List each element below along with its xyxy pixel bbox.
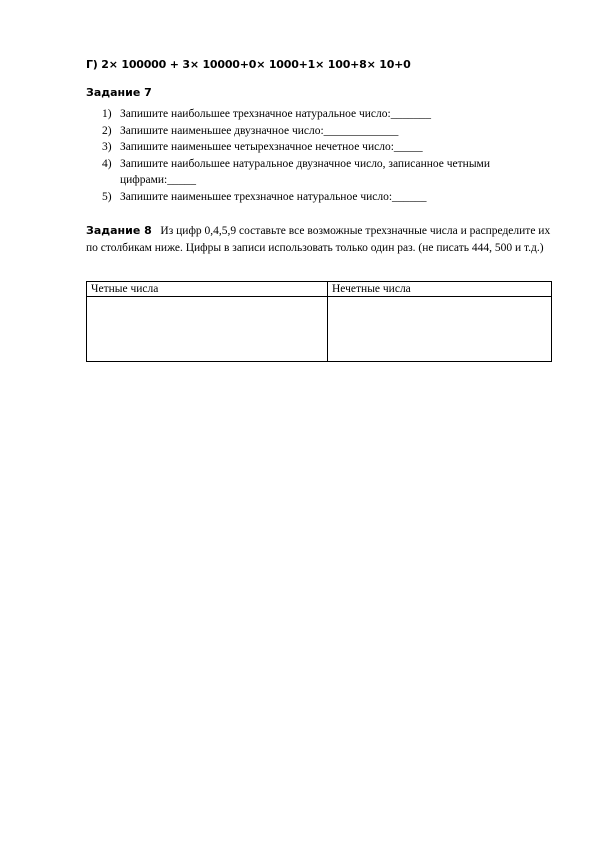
task8-block [86, 222, 556, 257]
answer-table [86, 281, 552, 362]
task8-instructions: Из цифр 0,4,5,9 составьте все возможные трехзначные числа и распределите их по столбикам ниже. Цифры в записи использовать только один раз. (не писать 444, 500 и т.д.) [86, 225, 551, 254]
even-numbers-cell[interactable] [87, 297, 328, 362]
odd-numbers-cell[interactable] [328, 297, 552, 362]
task7-item-text: Запишите наименьшее трехзначное натуральное число:______ [120, 190, 427, 203]
task7-item-number: 1) [102, 108, 112, 120]
task7-item [102, 123, 542, 140]
expanded-form-expression: Г) 2× 100000 + 3× 10000+0× 1000+1× 100+8× 10+0 [86, 58, 411, 71]
table-header-row [87, 282, 552, 297]
task7-item-number: 2) [102, 124, 112, 137]
task7-item [102, 139, 542, 156]
table-row [87, 297, 552, 362]
odd-numbers-header: Нечетные числа [328, 282, 552, 297]
task7-heading: Задание 7 [86, 86, 152, 99]
task7-item-text: Запишите наибольшее натуральное двузначное число, записанное четными цифрами:_____ [120, 157, 490, 186]
task8-heading: Задание 8 [86, 224, 152, 237]
task7-item-number: 3) [102, 141, 112, 153]
task7-item [102, 106, 542, 123]
task7-item-number: 5) [102, 190, 112, 203]
even-numbers-header: Четные числа [87, 282, 328, 297]
task7-item [102, 189, 542, 206]
task7-item-text: Запишите наименьшее четырехзначное нечетное число:_____ [120, 141, 423, 153]
task7-item-text: Запишите наибольшее трехзначное натуральное число:_______ [120, 108, 431, 120]
task7-item-number: 4) [102, 157, 112, 170]
task7-list [102, 106, 542, 205]
task7-item [102, 156, 542, 189]
task7-item-text: Запишите наименьшее двузначное число:_____________ [120, 124, 399, 137]
